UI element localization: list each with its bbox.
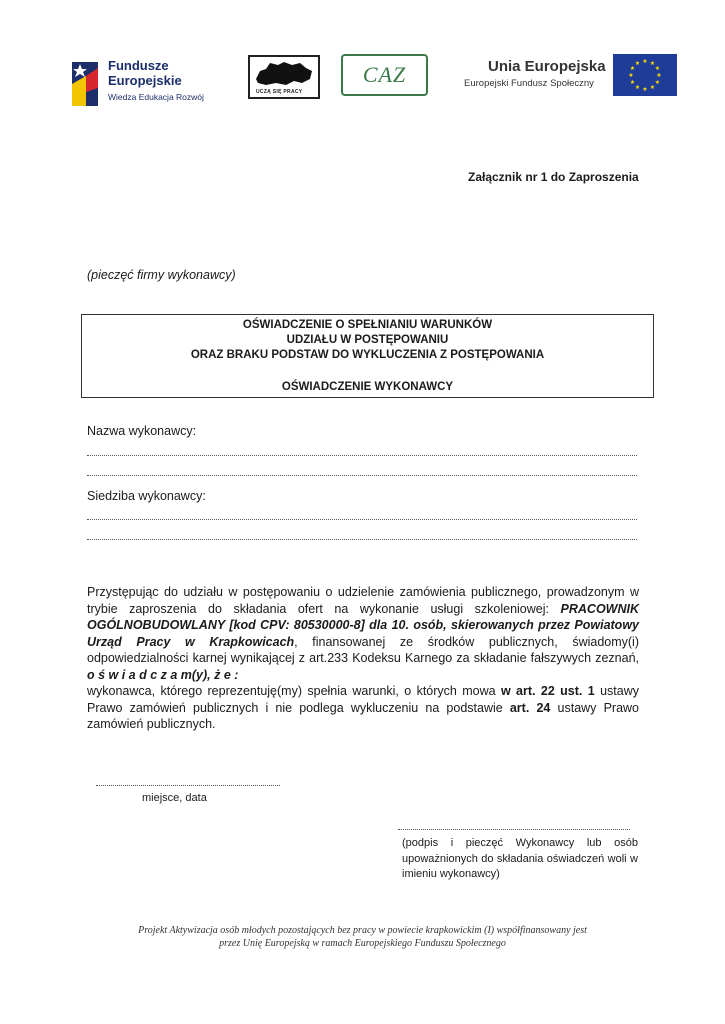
title-line-3: ORAZ BRAKU PODSTAW DO WYKLUCZENIA Z POSTĘPOWANIA [190, 349, 545, 361]
caz-logo [341, 54, 428, 96]
title-line-2: UDZIAŁU W POSTĘPOWANIU [286, 334, 449, 346]
company-stamp-label: (pieczęć firmy wykonawcy) [87, 268, 236, 282]
svg-text:★: ★ [628, 72, 634, 79]
conditions-paragraph [87, 683, 639, 733]
eu-logo-title: Unia Europejska [488, 58, 606, 75]
footer [80, 924, 645, 950]
map-silhouette-icon [250, 59, 318, 91]
fe-logo-line2: Europejskie [108, 73, 182, 88]
title-line-1: OŚWIADCZENIE O SPEŁNIANIU WARUNKÓW [242, 319, 493, 331]
place-date-label: miejsce, data [142, 792, 207, 804]
contractor-name-line-2[interactable] [87, 474, 637, 476]
declaration-text-2: , finansowanej ze środków publicznych [294, 634, 555, 649]
declaration-text-1: Przystępując do udziału w postępowaniu o udzielenie zamówienia publicznego, prowadzonym w trybie zaproszenia do składania ofert na wykonanie usługi szkoleniowej: [87, 585, 639, 616]
signature-line[interactable] [398, 828, 630, 830]
project-map-logo [248, 55, 320, 99]
caz-logo-text: CAZ [362, 62, 407, 87]
fe-logo-line3: Wiedza Edukacja Rozwój [108, 92, 204, 102]
fe-logo-line1: Fundusze [108, 58, 169, 73]
title-box [81, 314, 654, 398]
svg-text:★: ★ [634, 84, 641, 91]
eu-flag-icon [613, 54, 677, 96]
contractor-name-line-1[interactable] [87, 454, 637, 456]
footer-line-2: przez Unię Europejską w ramach Europejskiego Funduszu Społecznego [219, 938, 506, 949]
declaration-text-3: , świadomy(i) odpowiedzialności karnej wynikającej z art.233 Kodeksu Karnego za składanie fałszywych zeznań, [87, 634, 639, 665]
eu-logo-subtitle: Europejski Fundusz Społeczny [464, 78, 594, 89]
signature-note: (podpis i pieczęć Wykonawcy lub osób upoważnionych do składania oświadczeń woli w imieniu wykonawcy) [402, 837, 638, 880]
svg-text:★: ★ [654, 79, 661, 86]
svg-text:★: ★ [634, 60, 641, 67]
place-date-line[interactable] [96, 784, 280, 786]
conditions-text-1: wykonawca, którego reprezentuję(my) spełnia warunki, o których mowa [87, 684, 501, 698]
training-name: PRACOWNIK OGÓLNOBUDOWLANY [kod CPV: 80530000-8] dla 10. osób, skierowanych przez Powiatowy Urząd Pracy w Krapkowicach [87, 601, 639, 649]
contractor-name-label: Nazwa wykonawcy: [87, 424, 197, 438]
conditions-text-2: ustawy Prawo zamówień publicznych i nie podlega wykluczeniu na podstawie [87, 684, 639, 715]
svg-text:★: ★ [656, 72, 662, 79]
svg-text:★: ★ [649, 84, 656, 91]
svg-text:★: ★ [649, 60, 656, 67]
declaration-paragraph [87, 584, 639, 683]
declare-statement: o ś w i a d c z a m(y), ż e : [87, 667, 239, 682]
contractor-seat-line-1[interactable] [87, 518, 637, 520]
contractor-seat-label: Siedziba wykonawcy: [87, 489, 206, 503]
svg-text:★: ★ [642, 86, 648, 93]
fe-star-icon [68, 58, 102, 110]
contractor-seat-line-2[interactable] [87, 538, 637, 540]
fundusze-europejskie-logo [68, 56, 228, 112]
annex-label: Załącznik nr 1 do Zaproszenia [468, 170, 639, 184]
svg-text:★: ★ [642, 58, 648, 65]
svg-text:★: ★ [629, 79, 636, 86]
footer-line-1: Projekt Aktywizacja osób młodych pozostających bez pracy w powiecie krapkowickim (I) współfinansowany jest [138, 925, 587, 936]
svg-text:★: ★ [654, 65, 661, 72]
article-24-ref: art. 24 [509, 700, 551, 715]
article-22-ref: w art. 22 ust. 1 [500, 684, 595, 698]
title-line-4: OŚWIADCZENIE WYKONAWCY [281, 381, 454, 393]
map-logo-caption: UCZĄ SIĘ PRACY [256, 89, 303, 95]
svg-text:★: ★ [629, 65, 636, 72]
conditions-text-3: ustawy Prawo zamówień publicznych. [87, 700, 639, 731]
